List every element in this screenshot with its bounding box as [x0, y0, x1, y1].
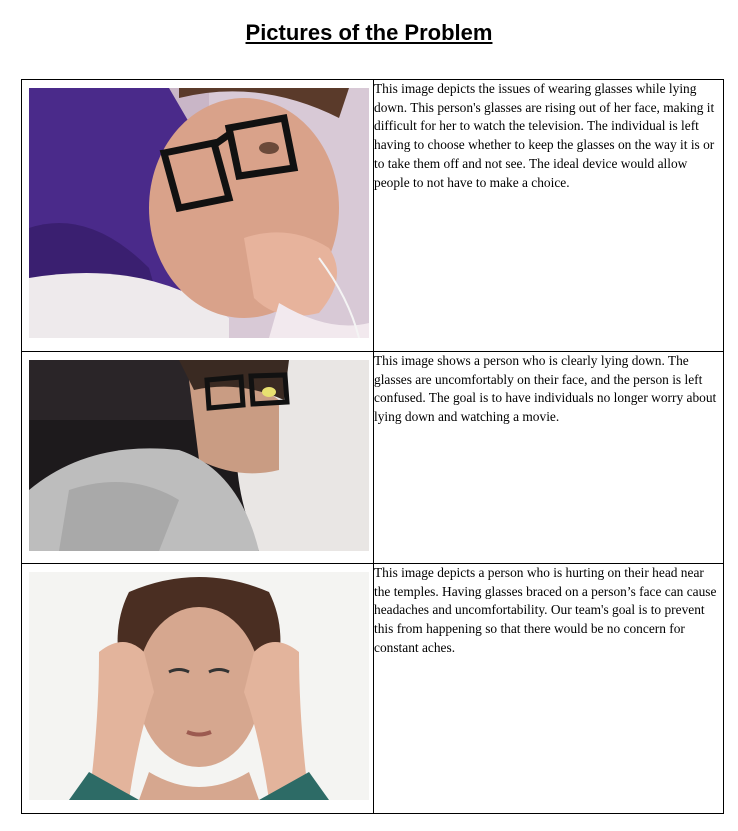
- description-2: This image shows a person who is clearly lying down. The glasses are uncomfortably on their face, and the person is left confused. The goal is to have individuals no longer worry about lying down and watching a movie.: [374, 352, 724, 564]
- photo-glasses-lying-purple-pillow: [29, 88, 369, 338]
- image-cell: [22, 352, 374, 564]
- table-row: [22, 564, 724, 814]
- image-cell: [22, 564, 374, 814]
- description-3: This image depicts a person who is hurting on their head near the temples. Having glasses braced on a person’s face can cause headaches and uncomfortability. Our team's goal is to prevent this from happening so that there would be no concern for constant aches.: [374, 564, 724, 814]
- problem-table: [21, 79, 724, 814]
- photo-headache-temples: [29, 572, 369, 800]
- photo-glasses-lying-white-pillow: [29, 360, 369, 551]
- image-cell: [22, 80, 374, 352]
- page-title: Pictures of the Problem: [245, 20, 493, 45]
- table-row: [22, 80, 724, 352]
- description-1: This image depicts the issues of wearing glasses while lying down. This person's glasses are rising out of her face, making it difficult for her to watch the television. The individual is left having to choose whether to keep the glasses on the way it is or to take them off and not see. The ideal device would allow people to not have to make a choice.: [374, 80, 724, 352]
- table-row: [22, 352, 724, 564]
